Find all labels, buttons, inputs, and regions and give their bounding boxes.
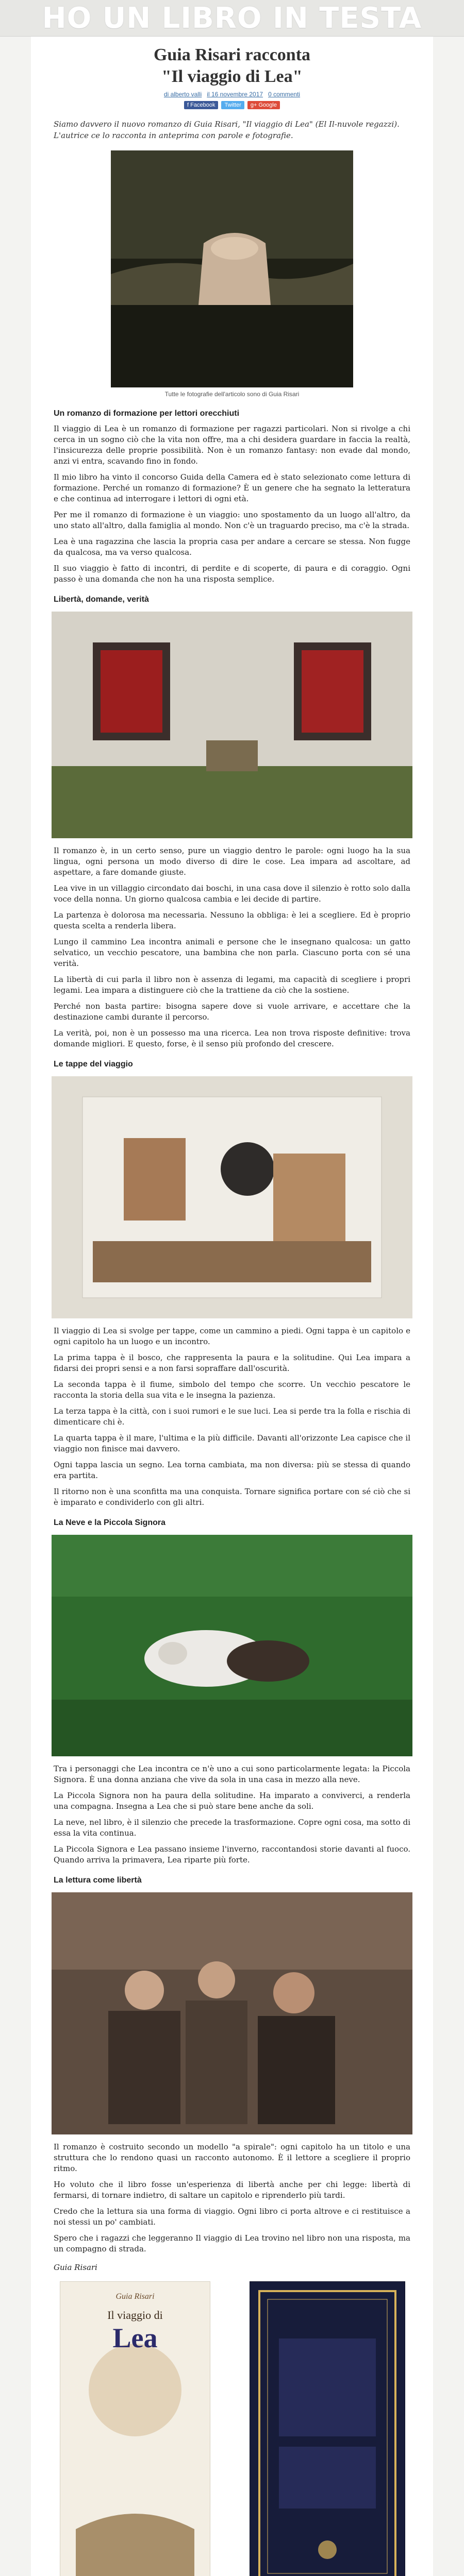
paragraph: La quarta tappa è il mare, l'ultima e la più difficile. Davanti all'orizzonte Lea capisce che il viaggio non finisce mai davvero.: [54, 1433, 410, 1453]
figure-1: [111, 150, 353, 387]
post-meta: [31, 91, 433, 98]
section-heading-3: Le tappe del viaggio: [54, 1060, 133, 1069]
paragraph: Il viaggio di Lea si svolge per tappe, come un cammino a piedi. Ogni tappa è un capitolo e ogni capitolo ha un luogo e un incontro.: [54, 1326, 410, 1346]
post-title: [31, 37, 433, 88]
photo-grass-hand: [111, 150, 353, 387]
google-share-button[interactable]: g+ Google: [247, 101, 280, 109]
paragraph: Per me il romanzo di formazione è un viaggio: uno spostamento da un luogo all'altro, da uno stato all'altro, dalla famiglia al mondo. Non c'è un traguardo preciso, ma c'è la strada.: [54, 510, 410, 530]
author-signature: Guia Risari: [54, 2263, 97, 2272]
paragraph: Perché non basta partire: bisogna sapere dove si vuole arrivare, e accettare che la destinazione cambi durante il percorso.: [54, 1002, 410, 1022]
paragraph: Il mio libro ha vinto il concorso Guida della Camera ed è stato selezionato come lettura di formazione. Perché un romanzo di formazione? È un genere che ha segnato la letteratura e che continua ad interrogare i lettori di ogni età.: [54, 472, 410, 503]
section-heading-4: La Neve e la Piccola Signora: [54, 1518, 165, 1527]
book-back-illustration: [250, 2282, 405, 2576]
paragraph: Tra i personaggi che Lea incontra ce n'è uno a cui sono particolarmente legata: la Piccola Signora. È una donna anziana che vive da sola in una casa in mezzo alla neve.: [54, 1764, 410, 1784]
paragraph: Ho voluto che il libro fosse un'esperienza di libertà anche per chi legge: libertà di fermarsi, di tornare indietro, di saltare un capitolo e riprenderlo più tardi.: [54, 2180, 410, 2200]
book-spread: [31, 2281, 433, 2576]
figure-4: [52, 1535, 412, 1756]
section-5-body: [31, 2142, 433, 2255]
paragraph: Lea è una ragazzina che lascia la propria casa per andare a cercare se stessa. Non fugge da qualcosa, ma va verso qualcosa.: [54, 537, 410, 557]
paragraph: Credo che la lettura sia una forma di viaggio. Ogni libro ci porta altrove e ci restituisce a noi stessi un po' cambiati.: [54, 2207, 410, 2227]
paragraph: Lea vive in un villaggio circondato dai boschi, in una casa dove il silenzio è rotto solo dalla voce della nonna. Un giorno qualcosa cambia e lei decide di partire.: [54, 884, 410, 904]
paragraph: Il suo viaggio è fatto di incontri, di perdite e di scoperte, di paura e di coraggio. Ogni passo è una domanda che non ha una risposta semplice.: [54, 564, 410, 584]
paragraph: Il romanzo è, in un certo senso, pure un viaggio dentro le parole: ogni luogo ha la sua lingua, ogni persona un modo diverso di dire le cose. Lea impara ad ascoltare, ad aspettare, a fare domande giuste.: [54, 846, 410, 877]
paragraph: La Piccola Signora non ha paura della solitudine. Ha imparato a conviverci, a renderla una compagna. Insegna a Lea che si può stare bene anche da soli.: [54, 1791, 410, 1811]
post-intro: Siamo davvero il nuovo romanzo di Guia Risari, "Il viaggio di Lea" (El Il-nuvole regazzi). L'autrice ce lo racconta in anteprima con parole e fotografie.: [54, 120, 400, 140]
section-3-body: [31, 1326, 433, 1508]
paragraph: La neve, nel libro, è il silenzio che precede la trasformazione. Copre ogni cosa, ma sotto di essa la vita continua.: [54, 1818, 410, 1838]
figure-3: [52, 1076, 412, 1318]
paragraph: Il viaggio di Lea è un romanzo di formazione per ragazzi particolari. Non si rivolge a chi cerca in un sogno ciò che la vita non offre, ma a chi desidera guardare in faccia la realtà, l'insicurezza delle proprie possibilità. Non è un romanzo fantasy: non evade dal mondo, anzi vi entra, scavando fino in fondo.: [54, 424, 410, 466]
post-article: [31, 37, 433, 2576]
post-comments-link[interactable]: 0 commenti: [268, 91, 301, 98]
photo-animals-grass: [52, 1535, 412, 1756]
photo-doll-house: [52, 1076, 412, 1318]
post-author-link[interactable]: di alberto valli: [163, 91, 202, 98]
photo-1-caption: Tutte le fotografie dell'articolo sono di Guia Risari: [164, 391, 300, 398]
twitter-share-button[interactable]: Twitter: [221, 101, 244, 109]
section-2-body: [31, 845, 433, 1049]
paragraph: La prima tappa è il bosco, che rappresenta la paura e la solitudine. Qui Lea impara a fidarsi dei propri sensi e a non farsi sopraffare dall'oscurità.: [54, 1353, 410, 1373]
post-title-line2: "Il viaggio di Lea": [161, 67, 303, 86]
paragraph: Il ritorno non è una sconfitta ma una conquista. Tornare significa portare con sé ciò che si è imparato e condividerlo con gli altri.: [54, 1487, 410, 1507]
photo-people-crowd: [52, 1892, 412, 2134]
section-1-body: [31, 423, 433, 585]
section-heading-1: Un romanzo di formazione per lettori orecchiuti: [54, 409, 240, 418]
paragraph: La Piccola Signora e Lea passano insieme l'inverno, raccontandosi storie davanti al fuoco. Quando arriva la primavera, Lea riparte più forte.: [54, 1844, 410, 1865]
paragraph: La verità, poi, non è un possesso ma una ricerca. Lea non trova risposte definitive: trova domande migliori. E questo, forse, è il senso più profondo del crescere.: [54, 1028, 410, 1048]
section-heading-2: Libertà, domande, verità: [54, 595, 149, 604]
paragraph: Ogni tappa lascia un segno. Lea torna cambiata, ma non diversa: più se stessa di quando era partita.: [54, 1460, 410, 1480]
figure-2: [52, 612, 412, 838]
share-buttons: [31, 101, 433, 109]
book-cover-title-2: Lea: [112, 2323, 158, 2353]
paragraph: La partenza è dolorosa ma necessaria. Nessuno la obbliga: è lei a scegliere. Ed è proprio questa scelta a renderla libera.: [54, 910, 410, 930]
paragraph: La seconda tappa è il fiume, simbolo del tempo che scorre. Un vecchio pescatore le racconta la storia della sua vita e le insegna la pazienza.: [54, 1380, 410, 1400]
section-4-body: [31, 1764, 433, 1866]
paragraph: Spero che i ragazzi che leggeranno Il viaggio di Lea trovino nel libro non una risposta, ma un compagno di strada.: [54, 2233, 410, 2253]
book-back-cover: [250, 2281, 405, 2576]
book-cover-title-1: Il viaggio di: [107, 2309, 163, 2321]
paragraph: Lungo il cammino Lea incontra animali e persone che le insegnano qualcosa: un gatto selvatico, un vecchio pescatore, una bambina che non parla. Ciascuno porta con sé una verità.: [54, 937, 410, 968]
photo-house-window: [52, 612, 412, 838]
book-front-cover: [60, 2281, 210, 2576]
paragraph: La libertà di cui parla il libro non è assenza di legami, ma capacità di scegliere i propri legami. Lea impara a distinguere ciò che la trattiene da ciò che la sostiene.: [54, 975, 410, 995]
section-heading-5: La lettura come libertà: [54, 1876, 142, 1885]
post-title-line1: Guia Risari racconta: [153, 45, 311, 64]
book-cover-author: Guia Risari: [115, 2292, 155, 2301]
paragraph: La terza tappa è la città, con i suoi rumori e le sue luci. Lea si perde tra la folla e rischia di dimenticare chi è.: [54, 1406, 410, 1427]
blog-header: [0, 0, 464, 37]
post-date-link[interactable]: il 16 novembre 2017: [207, 91, 263, 98]
figure-5: [52, 1892, 412, 2134]
paragraph: Il romanzo è costruito secondo un modello "a spirale": ogni capitolo ha un titolo e una struttura che lo rendono quasi un racconto autonomo. È il lettore a scegliere il proprio ritmo.: [54, 2142, 410, 2173]
facebook-share-button[interactable]: f Facebook: [184, 101, 218, 109]
blog-title[interactable]: HO UN LIBRO IN TESTA: [42, 1, 422, 35]
